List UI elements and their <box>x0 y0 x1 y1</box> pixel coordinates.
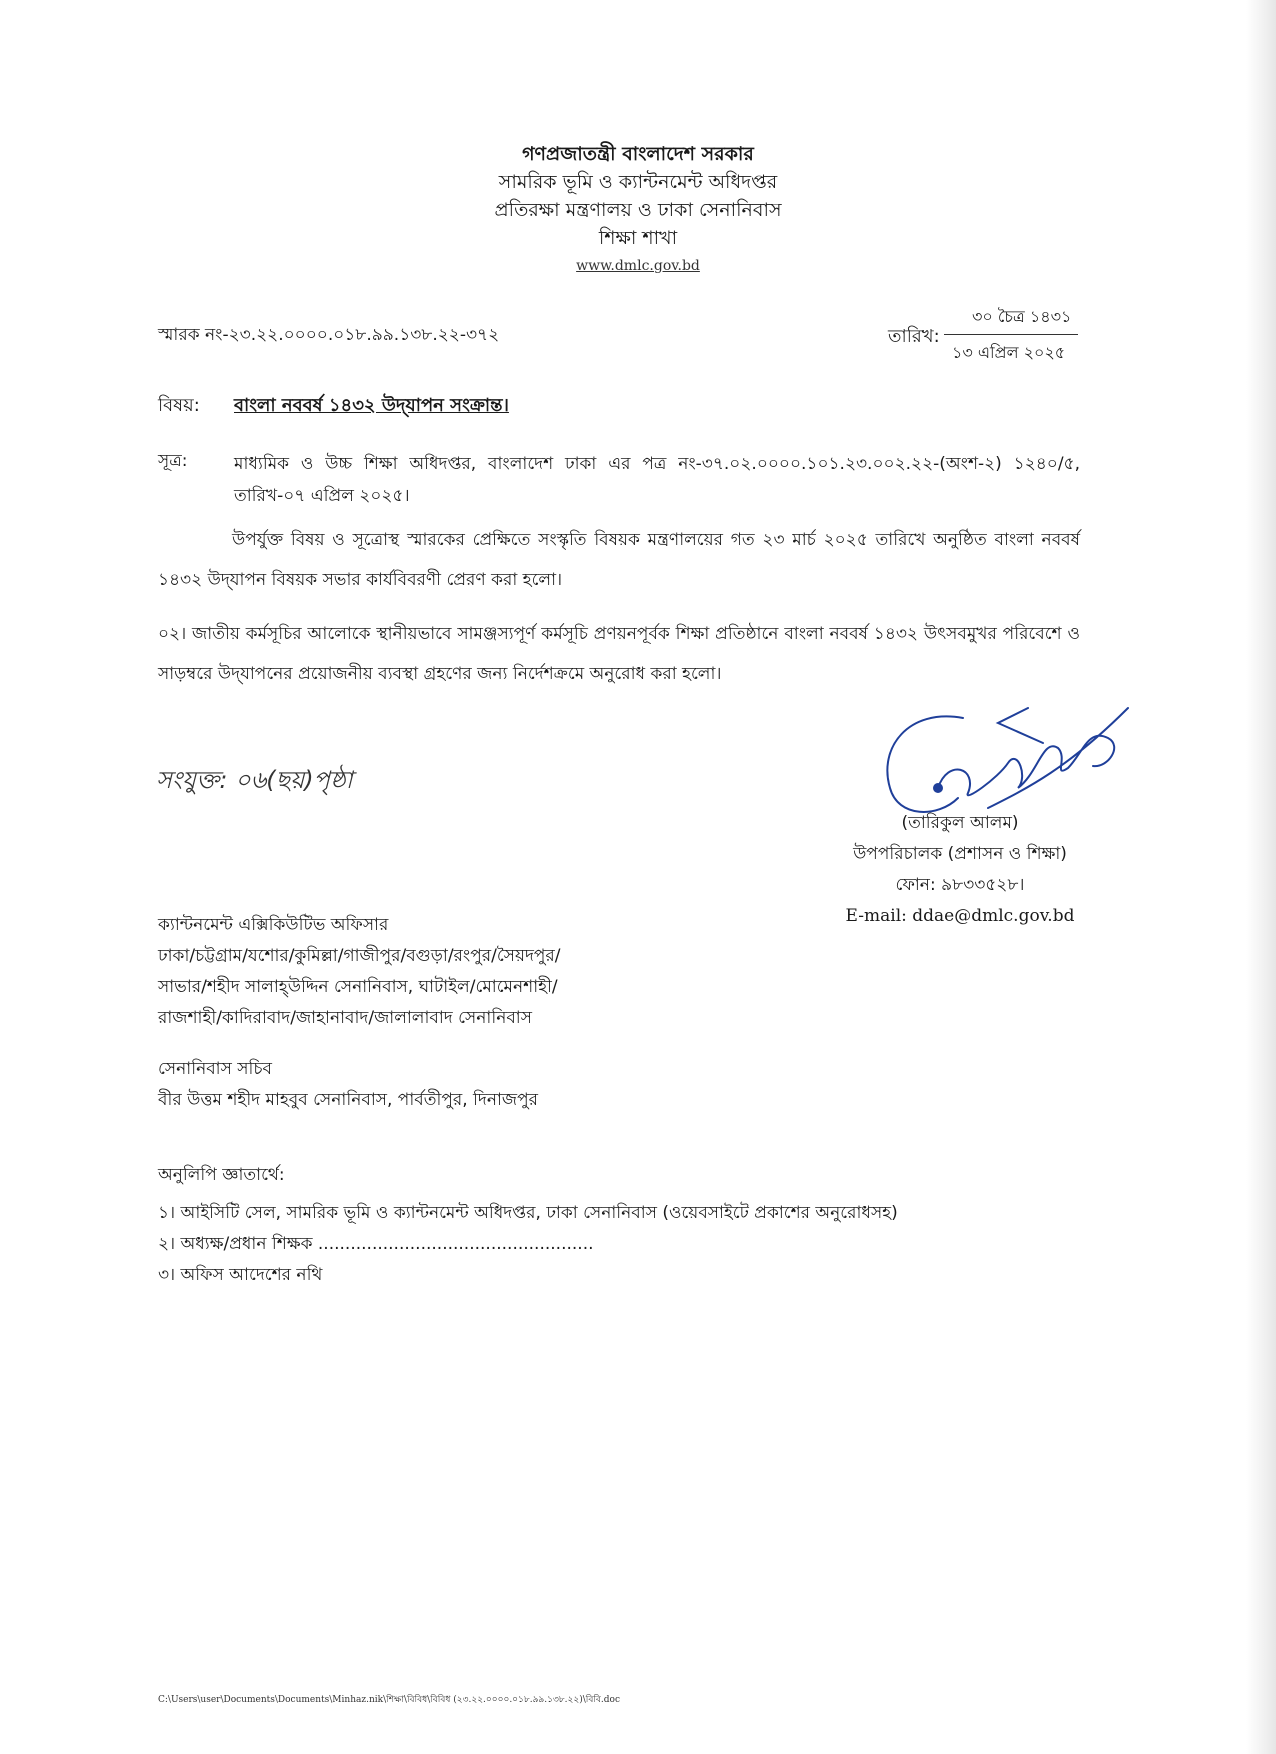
signatory-name: (তারিকুল আলম) <box>901 813 1019 833</box>
signature-dot <box>933 783 943 793</box>
date-label: তারিখ: <box>888 326 940 347</box>
signatory-block <box>820 808 1100 932</box>
branch-name: শিক্ষা শাখা <box>598 227 678 249</box>
recipient-1-title: ক্যান্টনমেন্ট এক্সিকিউটিভ অফিসার <box>158 915 389 935</box>
date-bangla: ৩০ চৈত্র ১৪৩১ <box>972 307 1072 326</box>
body-paragraph-1: উপর্যুক্ত বিষয় ও সূত্রোস্থ স্মারকের প্রেক্ষিতে সংস্কৃতি বিষয়ক মন্ত্রণালয়ের গত ২৩ মার্চ ২০২৫ তারিখে অনুষ্ঠিত বাংলা নববর্ষ ১৪৩২ উদ্‌যাপন বিষয়ক সভার কার্যবিবরণী প্রেরণ করা হলো। <box>158 530 1080 590</box>
govt-title: গণপ্রজাতন্ত্রী বাংলাদেশ সরকার <box>522 143 754 165</box>
recipient-block-2 <box>158 1054 538 1116</box>
directorate-name: সামরিক ভূমি ও ক্যান্টনমেন্ট অধিদপ্তর <box>498 171 778 193</box>
signatory-designation: উপপরিচালক (প্রশাসন ও শিক্ষা) <box>853 844 1067 864</box>
signature-stroke <box>887 708 1128 812</box>
date-divider <box>944 334 1078 335</box>
enclosure-note: সংযুক্ত: ০৬(ছয়)পৃষ্ঠা <box>156 766 353 794</box>
ministry-name: প্রতিরক্ষা মন্ত্রণালয় ও ঢাকা সেনানিবাস <box>494 199 782 221</box>
copy-item: ১। আইসিটি সেল, সামরিক ভূমি ও ক্যান্টনমেন্ট অধিদপ্তর, ঢাকা সেনানিবাস (ওয়েবসাইটে প্রকাশের অনুরোধসহ) <box>158 1203 898 1223</box>
letterhead <box>0 140 1276 280</box>
signatory-phone: ফোন: ৯৮৩৩৫২৮। <box>895 875 1025 895</box>
body-paragraph-2: ০২। জাতীয় কর্মসূচির আলোকে স্থানীয়ভাবে সামঞ্জস্যপূর্ণ কর্মসূচি প্রণয়নপূর্বক শিক্ষা প্রতিষ্ঠানে বাংলা নববর্ষ ১৪৩২ উৎসবমুখর পরিবেশে ও সাড়ম্বরে উদ্‌যাপনের প্রয়োজনীয় ব্যবস্থা গ্রহণের জন্য নির্দেশক্রমে অনুরোধ করা হলো। <box>158 624 1080 684</box>
signature-image <box>868 668 1138 828</box>
recipient-1-line-3: সাভার/শহীদ সালাহ্উদ্দিন সেনানিবাস, ঘাটাইল/মোমেনশাহী/ <box>158 977 558 997</box>
website-link[interactable]: www.dmlc.gov.bd <box>576 258 700 274</box>
subject-label: বিষয়: <box>158 395 200 416</box>
memo-number: স্মারক নং-২৩.২২.০০০০.০১৮.৯৯.১৩৮.২২-৩৭২ <box>158 325 500 345</box>
copy-item: ২। অধ্যক্ষ/প্রধান শিক্ষক ................................................... <box>158 1234 594 1254</box>
subject-text: বাংলা নববর্ষ ১৪৩২ উদ্‌যাপন সংক্রান্ত। <box>234 395 509 416</box>
reference-label: সূত্র: <box>158 451 188 471</box>
signatory-email[interactable]: E-mail: ddae@dmlc.gov.bd <box>845 906 1075 926</box>
copy-list <box>158 1198 898 1291</box>
file-path-footer: C:\Users\user\Documents\Documents\Minhaz.nik\শিক্ষা\বিবিধ\বিবিধ (২৩.২২.০০০০.০১৮.৯৯.১৩৮.২২)\বিবি.doc <box>158 1695 620 1705</box>
recipient-2-line-2: বীর উত্তম শহীদ মাহবুব সেনানিবাস, পার্বতীপুর, দিনাজপুর <box>158 1090 539 1110</box>
recipient-block-1 <box>158 910 561 1034</box>
date-english: ১৩ এপ্রিল ২০২৫ <box>952 343 1066 362</box>
reference-text: মাধ্যমিক ও উচ্চ শিক্ষা অধিদপ্তর, বাংলাদেশ ঢাকা এর পত্র নং-৩৭.০২.০০০০.১০১.২৩.০০২.২২-(অংশ-২) ১২৪০/৫, তারিখ-০৭ এপ্রিল ২০২৫। <box>234 454 1080 506</box>
recipient-1-line-2: ঢাকা/চট্টগ্রাম/যশোর/কুমিল্লা/গাজীপুর/বগুড়া/রংপুর/সৈয়দপুর/ <box>158 946 561 966</box>
copy-item: ৩। অফিস আদেশের নথি <box>158 1265 323 1285</box>
copy-title: অনুলিপি জ্ঞাতার্থে: <box>158 1165 285 1185</box>
recipient-2-title: সেনানিবাস সচিব <box>158 1059 272 1079</box>
recipient-1-line-4: রাজশাহী/কাদিরাবাদ/জাহানাবাদ/জালালাবাদ সেনানিবাস <box>158 1008 532 1028</box>
